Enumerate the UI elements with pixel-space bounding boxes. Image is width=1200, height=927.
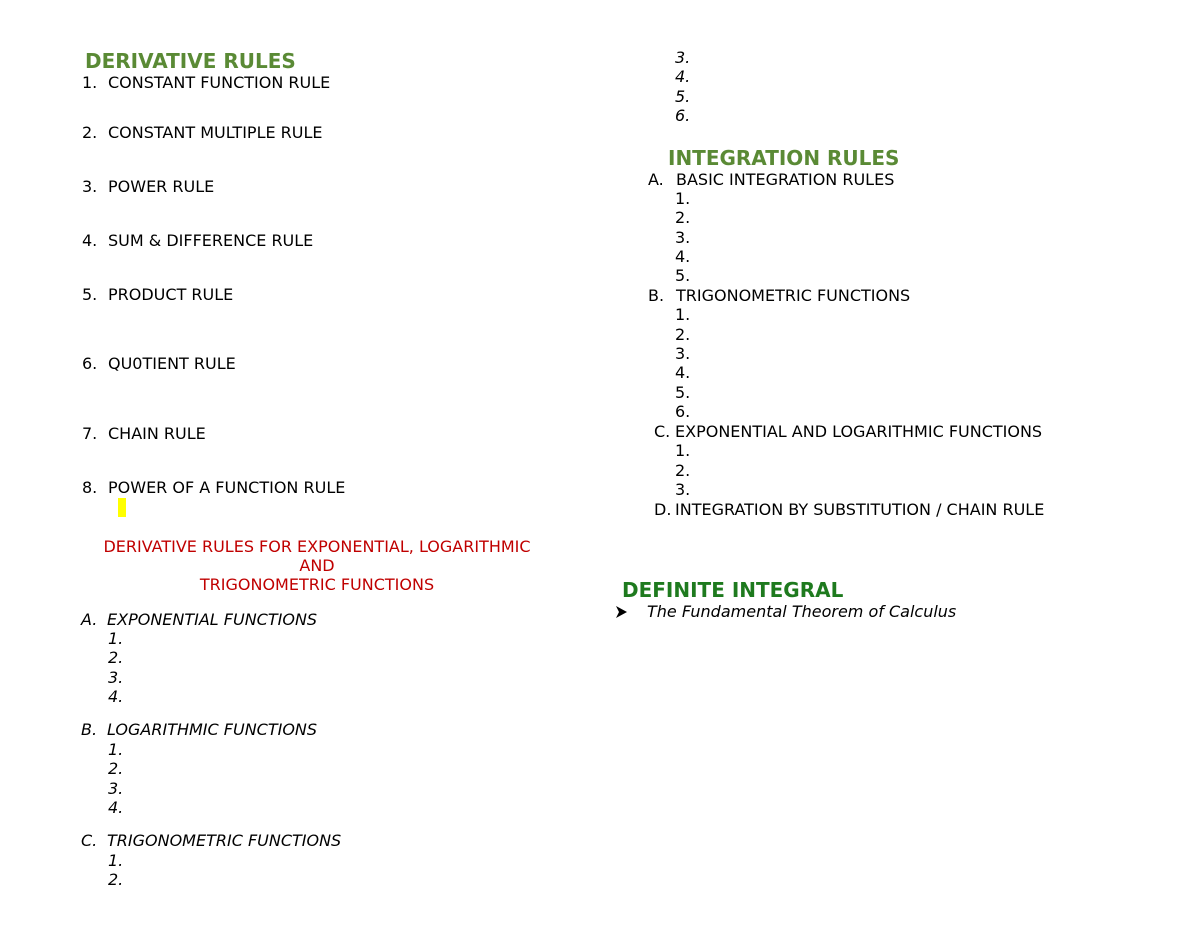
list-item: 1. (108, 851, 124, 870)
list-item: 4. SUM & DIFFERENCE RULE (82, 231, 314, 250)
list-item: 5. (675, 87, 691, 106)
list-item: 1. (675, 441, 691, 460)
list-item: 2. CONSTANT MULTIPLE RULE (82, 123, 323, 142)
list-item: 3. (675, 48, 691, 67)
section-heading: C. TRIGONOMETRIC FUNCTIONS (81, 831, 342, 850)
section-heading: A. EXPONENTIAL FUNCTIONS (81, 610, 318, 629)
list-item: 1. (108, 740, 124, 759)
definite-integral-title: DEFINITE INTEGRAL (622, 578, 844, 602)
list-item: 7. CHAIN RULE (82, 424, 206, 443)
list-item: 2. (675, 461, 691, 480)
list-item: 1. (675, 305, 691, 324)
list-item: 3. (108, 779, 124, 798)
list-item: 1. CONSTANT FUNCTION RULE (82, 73, 331, 92)
section-heading: C. EXPONENTIAL AND LOGARITHMIC FUNCTIONS (654, 422, 1043, 441)
list-item: 3. (675, 344, 691, 363)
list-item: 2. (675, 208, 691, 227)
arrowhead-bullet-icon (615, 602, 647, 621)
list-item: 8. POWER OF A FUNCTION RULE (82, 478, 346, 497)
list-item: 2. (108, 870, 124, 889)
list-item: 3. (675, 228, 691, 247)
derivative-rules-title: DERIVATIVE RULES (85, 49, 296, 73)
list-item: 5. (675, 266, 691, 285)
section-heading: B. TRIGONOMETRIC FUNCTIONS (648, 286, 911, 305)
list-item: 4. (675, 363, 691, 382)
list-item: 4. (675, 247, 691, 266)
list-item: 4. (108, 687, 124, 706)
integration-rules-title: INTEGRATION RULES (668, 146, 900, 170)
text-highlight-mark (118, 498, 126, 517)
list-item: 2. (108, 648, 124, 667)
exp-log-trig-title-line3: TRIGONOMETRIC FUNCTIONS (199, 575, 435, 594)
list-item: 2. (108, 759, 124, 778)
list-item: 4. (108, 798, 124, 817)
list-item: 6. QU0TIENT RULE (82, 354, 236, 373)
list-item: 5. (675, 383, 691, 402)
list-item: The Fundamental Theorem of Calculus (615, 602, 956, 621)
list-item: 1. (675, 189, 691, 208)
exp-log-trig-title-line1: DERIVATIVE RULES FOR EXPONENTIAL, LOGARITHMIC (103, 537, 531, 556)
list-item: 2. (675, 325, 691, 344)
list-item: 4. (675, 67, 691, 86)
list-item: 3. POWER RULE (82, 177, 215, 196)
section-heading: A. BASIC INTEGRATION RULES (648, 170, 895, 189)
list-item: 6. (675, 402, 691, 421)
list-item: 3. (108, 668, 124, 687)
section-heading: D. INTEGRATION BY SUBSTITUTION / CHAIN RULE (654, 500, 1045, 519)
exp-log-trig-title-line2: AND (299, 556, 335, 575)
list-item: 6. (675, 106, 691, 125)
list-item: 5. PRODUCT RULE (82, 285, 234, 304)
list-item: 1. (108, 629, 124, 648)
list-item: 3. (675, 480, 691, 499)
section-heading: B. LOGARITHMIC FUNCTIONS (81, 720, 318, 739)
